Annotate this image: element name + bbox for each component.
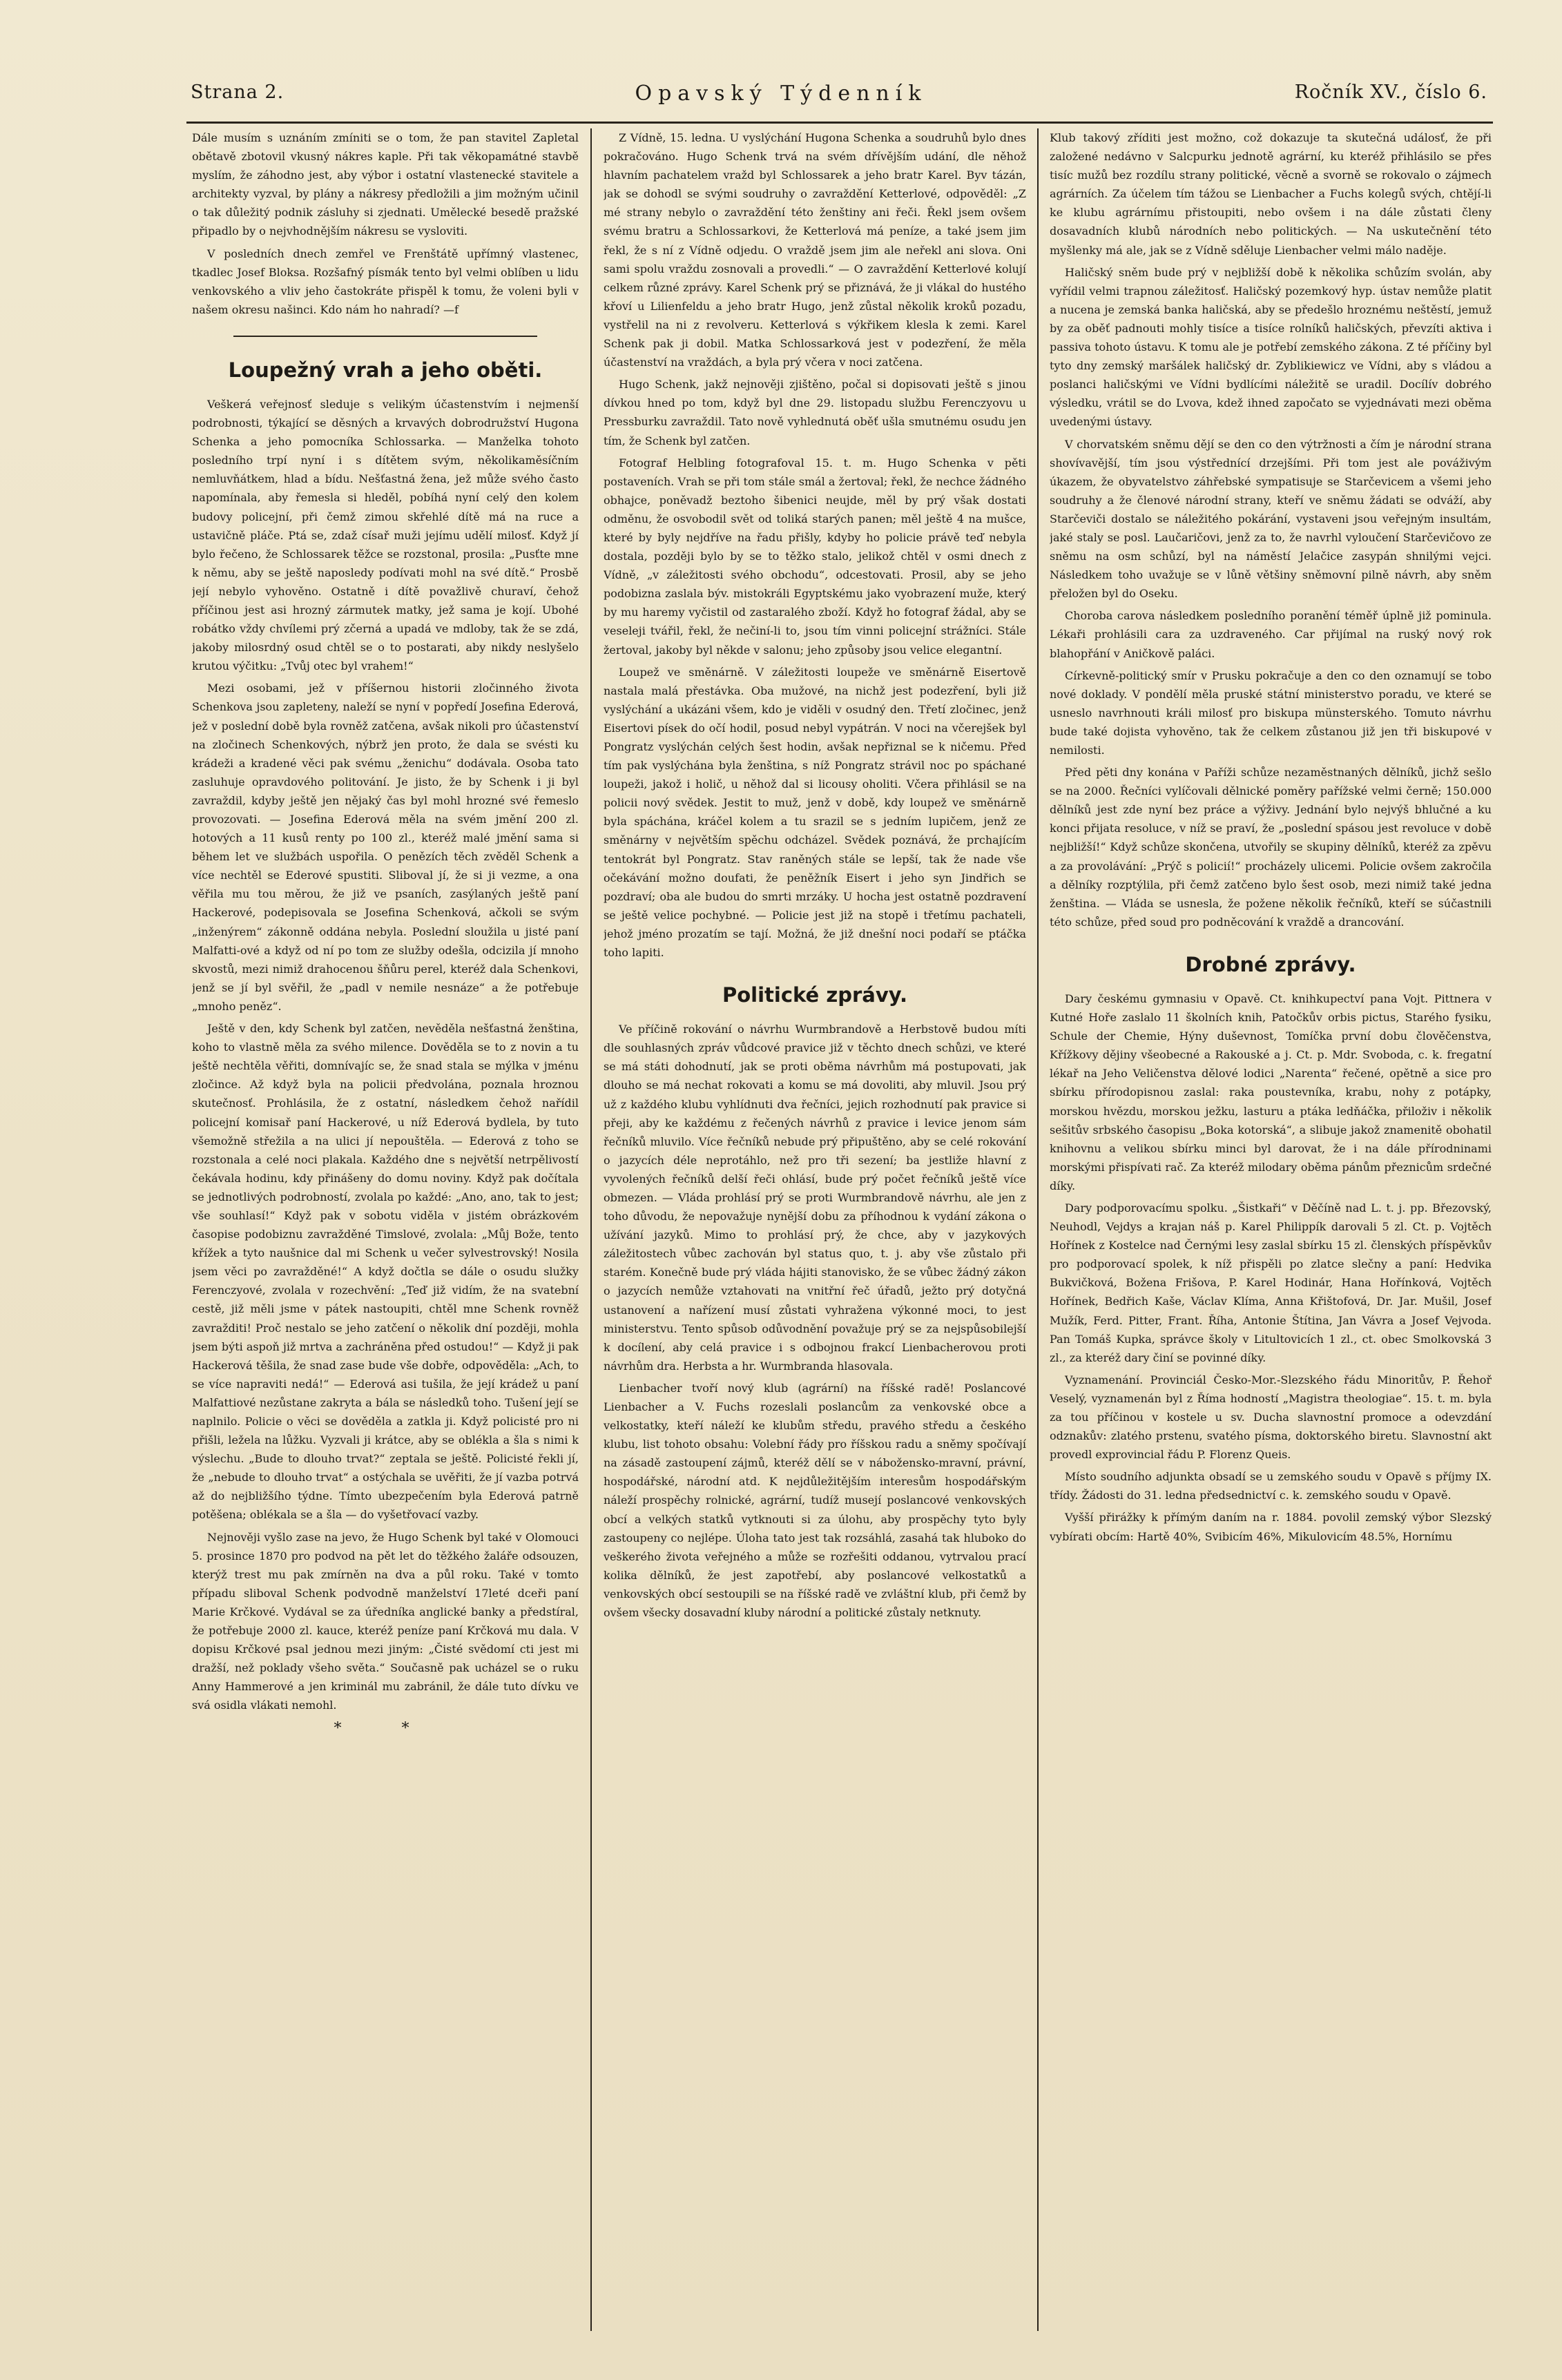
article-paragraph: Choroba carova následkem posledního poranění téměř úplně již pominula. Lékaři prohlásili cara za uzdraveného. Car přijímal na ruský nový rok blahopřání v Aničkově paláci. [1050, 609, 1492, 660]
column-divider [1037, 128, 1039, 2331]
section-heading: Drobné zprávy. [1185, 952, 1356, 976]
article-paragraph: Dále musím s uznáním zmíniti se o tom, že pan stavitel Zapletal obětavě zbotovil vkusný nákres kaple. Při tak věkopamátné stavbě myslím, že záhodno jest, aby výbor i ostatní vlastenecké stavitele a architekty vyzval, by plány a nákresy předložili a jim možným učinil o tak důležitý podnik zásluhy si zjednati. Umělecké besedě pražské připadlo by o nejvhodnějším nákresu se vysloviti. [192, 131, 579, 238]
issue-number: Ročník XV., číslo 6. [1294, 81, 1487, 103]
article-paragraph: Vyznamenání. Provinciál Česko-Mor.-Slezského řádu Minoritův, P. Řehoř Veselý, vyznamenán byl z Říma hodností „Magistra theologiae“. 15. t. m. byla za tou příčinou v kostele u sv. Ducha slavnostní promoce a odevzdání odznakův: zlatého prstenu, svatého písma, doktorského biretu. Slavnostní akt provedl exprovincial řádu P. Florenz Queis. [1050, 1373, 1492, 1462]
article-paragraph: V chorvatském sněmu dějí se den co den výtržnosti a čím je národní strana shovívavější, tím jsou výstřednící drzejšími. Při tom jest ale pováživým úkazem, že obyvatelstvo záhřebské sympatisuje se Starčevicem a všemi jeho soudruhy a že členové národní strany, kteří ve sněmu žádati se odváží, aby Starčeviči dostalo se náležitého pokárání, vystaveni jsou veřejným insultám, jaké staly se posl. Laučaričovi, jenž za to, že navrhl vyloučení Starčevičovo ze sněmu na osm schůzí, byl na náměstí Jelačice zasypán shnilými vejci. Následkem toho uvažuje se v lůně většiny sněmovní pilně návrh, aby sněm přeložen byl do Oseku. [1050, 437, 1492, 601]
column-middle [604, 128, 1026, 2348]
article-paragraph: Loupež ve směnárně. V záležitosti loupeže ve směnárně Eisertově nastala malá přestávka. Oba mužové, na nichž jest podezření, byli již vyslýchání a ukázáni všem, kdo je viděli v osudný den. Třetí zločinec, jenž Eisertovi písek do očí hodil, posud nebyl vypátrán. V noci na včerejšek byl Pongratz vyslýchán celých šest hodin, avšak nepřiznal se k ničemu. Před tím pak vyslýchána byla ženština, s níž Pongratz strávil noc po spáchané loupeži, jakož i holič, u něhož dal si licousy oholiti. Včera přihlásil se na policii nový svědek. Jestit to muž, jenž v době, kdy loupež ve směnárně byla spáchána, kráčel kolem a tu srazil se s jedním lupičem, jenž ze směnárny v největším spěchu odcházel. Svědek poznává, že prchajícím tentokrát byl Pongratz. Stav raněných stále se lepší, tak že nade vše očekávání možno doufati, že peněžník Eisert i jeho syn Jindřich se pozdraví; oba ale budou do smrti mrzáky. U hocha jest ostatně pozdravení se ještě velice pochybné. — Policie jest již na stopě i třetímu pachateli, jehož jméno prozatím se tají. Možná, že již dnešní noci podaří se ptáčka toho lapiti. [604, 665, 1026, 960]
ornament-asterisks: * * [334, 1719, 437, 1737]
article-paragraph: Lienbacher tvoří nový klub (agrární) na říšské radě! Poslancové Lienbacher a V. Fuchs rozeslali poslancům za venkovské obce a velkostatky, kteří náleží ke klubům středu, pravého středu a českého klubu, list tohoto obsahu: Volební řády pro říšskou radu a sněmy spočívají na zásadě zastoupení zájmů, kteréž dělí se v nábožensko-mravní, právní, hospodářské, národní atd. K nejdůležitějším interesům hospodářským náleží prospěchy rolnické, agrární, tudíž musejí poslancové venkovských obcí a velkých statků vytknouti si za úlohu, aby prospěchy tyto byly zastoupeny co nejlépe. Úloha tato jest tak rozsáhlá, zasahá tak hluboko do veškerého života veřejného a může se rozřešiti oddanou, vytrvalou prací kolika dělníků, že jest zapotřebí, aby poslancové velkostatků a venkovských obcí sestoupili se na říšské radě ve zvláštní klub, při čemž by ovšem všecky dosavadní kluby národní a politické zůstaly netknuty. [604, 1381, 1026, 1620]
column-left [192, 128, 579, 2348]
column-right [1050, 128, 1492, 2348]
article-paragraph: Církevně-politický smír v Prusku pokračuje a den co den oznamují se tobo nové doklady. V pondělí měla pruské státní ministerstvo poradu, ve které se usneslo navrhnouti králi milosť pro biskupa münsterského. Tomuto návrhu bude také dojista vyhověno, tak že celkem zůstanou již jen tři biskupové v nemilosti. [1050, 668, 1492, 757]
article-paragraph: Haličský sněm bude prý v nejbližší době k několika schůzím svolán, aby vyřídil velmi trapnou záležitosť. Haličský pozemkový hyp. ústav nemůže platit a nucena je zemská banka haličská, aby se předešlo hroznému neštěstí, jemuž by za oběť padnouti mohly tisíce a tisíce rolníků haličských, převzíti aktiva i passiva tohoto ústavu. K tomu ale je potřebí zemského zákona. Z té příčiny byl tyto dny zemský maršálek haličský dr. Zyblikiewicz ve Vídni, aby s vládou a poslanci haličskými ve Vídni bydlícími náležitě se uradil. Docílív dobrého výsledku, vrátil se do Lvova, kdež ihned započato se vyjednávati mezi oběma uvedenými ústavy. [1050, 265, 1492, 429]
page-number: Strana 2. [191, 81, 285, 103]
article-paragraph: Nejnověji vyšlo zase na jevo, že Hugo Schenk byl také v Olomouci 5. prosince 1870 pro podvod na pět let do těžkého žaláře odsouzen, kterýž trest mu pak zmírněn na dva a půl roku. Také v tomto případu sliboval Schenk podvodně manželství 17leté dceři paní Marie Krčkové. Vydával se za úředníka anglické banky a předstíral, že potřebuje 2000 zl. kauce, kteréž peníze paní Krčková mu dala. V dopisu Krčkové psal jednou mezi jiným: „Čisté svědomí cti jest mi dražší, než poklady všeho světa.“ Současně pak ucházel se o ruku Anny Hammerové a jen kriminál mu zabránil, že dále tuto dívku ve svá osidla vlákati nemohl. [192, 1530, 579, 1712]
article-paragraph: Ještě v den, kdy Schenk byl zatčen, nevěděla nešťastná ženština, koho to vlastně měla za svého milence. Dověděla se to z novin a tu ještě nechtěla věřiti, domnívajíc se, že snad stala se mýlka v jménu zločince. Až když byla na policii předvolána, poznala hroznou skutečnosť. Prohlásila, že z ostatní, následkem čehož nařídil policejní komisař paní Hackerové, u níž Ederová bydlela, by tuto všemožně střežila a na ulici jí nepouštěla. — Ederová z toho se rozstonala a celé noci plakala. Každého dne s největší netrpělivostí čekávala hodinu, kdy přinášeny do domu noviny. Když pak dočítala se jednotlivých podrobností, zvolala po každé: „Ano, ano, tak to jest; vše souhlasí!“ Když pak v sobotu viděla v jistém obrázkovém časopise podobiznu zavražděné Timslové, zvolala: „Můj Bože, tento křížek a tyto naušnice dal mi Schenk u večer sylvestrovský! Nosila jsem věci po zavražděné!“ A když dočtla se dále o osudu služky Ferenczyové, zvolala v rozechvění: „Teď již vidím, že na svatební cestě, již měli jsme v pátek nastoupiti, chtěl mne Schenk rovněž zavražditi! Proč nestalo se jeho zatčení o několik dní později, mohla jsem býti aspoň již mrtva a zachráněna před ostudou!“ — Když ji pak Hackerová těšila, že snad zase bude vše dobře, odpověděla: „Ach, to se více napraviti nedá!“ — Ederová asi tušila, že její krádež u paní Malfattiové nezůstane zakryta a bála se následků toho. Tušení její se naplnilo. Policie o věci se dověděla a zatkla ji. Když policisté pro ni přišli, ležela na lůžku. Vyzvali ji krátce, aby se oblékla a šla s nimi k výslechu. „Bude to dlouho trvat?“ zeptala se ještě. Policisté řekli jí, že „nebude to dlouho trvat“ a ostýchala se uvěřiti, že jí vazba potrvá až do nejbližšího týdne. Tímto ubezpečením byla Ederová patrně potěšena; oblékala se a šla — do vyšetřovací vazby. [192, 1022, 579, 1522]
masthead-title: Opavský Týdenník [635, 81, 927, 106]
header-rule [186, 122, 1493, 124]
article-paragraph: Fotograf Helbling fotografoval 15. t. m. Hugo Schenka v pěti postaveních. Vrah se při tom stále smál a žertoval; řekl, že nechce žádného obhajce, poněvadž beztoho šibenici neujde, měl by prý však dostati odměnu, že osvobodil svět od toliká starých panen; měl ještě 4 na mušce, které by byly nejdříve na řadu přišly, kdyby ho policie právě teď nebyla dostala, později bylo by se to těžko stalo, jelikož chtěl v osmi dnech z Vídně, „v záležitosti svého obchodu“, odcestovati. Prosil, aby se jeho podobizna zaslala býv. mistokráli Egyptskému jako vyobrazení muže, který by mu haremy vyčistil od zastaralého zboží. Když ho fotograf žádal, aby se veseleji tvářil, řekl, že nečiní-li to, jsou tím vinni policejní strážníci. Stále žertoval, jakoby byl někde v salonu; jeho způsoby jsou velice elegantní. [604, 456, 1026, 657]
article-paragraph: Mezi osobami, jež v příšernou historii zločinného života Schenkova jsou zapleteny, naleží se nyní v popředí Josefina Ederová, jež v poslední době byla rovněž zatčena, avšak nikoli pro účastenství na zločinech Schenkových, nýbrž jen proto, že dala se svésti ku krádeži a kradené věci pak svému „ženichu“ dodávala. Osoba tato zasluhuje opravdového politování. Je jisto, že by Schenk i ji byl zavraždil, kdyby ještě jen nějaký čas byl mohl hrozné své řemeslo provozovati. — Josefina Ederová měla na svém jmění 200 zl. hotových a 11 kusů renty po 100 zl., kteréž malé jmění sama si během let ve službách uspořila. O penězích těch zvěděl Schenk a více nechtěl se Ederové spustiti. Sliboval jí, že si ji vezme, a ona věřila mu tou měrou, že již ve psaních, zasýlaných ještě paní Hackerové, podepisovala se Josefina Schenková, ačkoli se svým „inženýrem“ zákonně oddána nebyla. Poslední sloužila u jisté paní Malfatti-ové a když od ní po tom ze služby odešla, odcizila jí mnoho skvostů, mezi nimiž drahocenou šňůru perel, kteréž dala Schenkovi, jenž se jí byl svěřil, že „padl v nemile nesnáze“ a že potřebuje „mnoho peněz“. [192, 681, 579, 1013]
article-heading: Loupežný vrah a jeho oběti. [228, 358, 543, 382]
article-paragraph: Vyšší přirážky k přímým daním na r. 1884. povolil zemský výbor Slezský vybírati obcím: Hartě 40%, Svibicím 46%, Mikulovicím 48.5%, Hornímu [1050, 1511, 1492, 1543]
article-paragraph: Klub takový zříditi jest možno, což dokazuje ta skutečná událosť, že při založené nedávno v Salcpurku jednotě agrární, ku kteréž přihlásilo se přes tisíc mužů bez rozdílu strany politické, věcně a svorně se rokovalo o zájmech agrárních. Za účelem tím tážou se Lienbacher a Fuchs kolegů svých, chtějí-li ke klubu agrárnímu přistoupiti, nebo ovšem i na dále zůstati členy dosavadních klubů národních nebo politických. — Na uskutečnění této myšlenky má ale, jak se z Vídně sděluje Lienbacher velmi málo naděje. [1050, 131, 1492, 257]
article-paragraph: Před pěti dny konána v Paříži schůze nezaměstnaných dělníků, jichž sešlo se na 2000. Řečníci vylíčovali dělnické poměry pařížské velmi černě; 150.000 dělníků jest zde nyní bez práce a výživy. Jednání bylo nejvýš bhlučné a ku konci přijata resoluce, v níž se praví, že „poslední spásou jest revoluce v době nejbližší!“ Když schůze skončena, utvořily se skupiny dělníků, kteréž za zpěvu a za provolávání: „Prýč s policií!“ procházely ulicemi. Policie ovšem zakročila a dělníky rozptýlila, při čemž zatčeno bylo šest osob, mezi nimiž také jedna ženština. — Vláda se usnesla, že požene několik řečníků, kteří se súčastnili této schůze, před soud pro podněcování k vraždě a drancování. [1050, 766, 1492, 929]
column-divider [590, 128, 592, 2331]
article-paragraph: Ve příčině rokování o návrhu Wurmbrandově a Herbstově budou míti dle souhlasných zpráv vůdcové pravice již v těchto dnech schůzi, ve které se má státi dohodnutí, jak se proti oběma návrhům má postupovati, jak dlouho se má nechat rokovati a komu se má dovoliti, aby mluvil. Jsou prý už z každého klubu vyhlídnuti dva řečníci, jejich rozhodnutí pak pravice si přeji, aby ke každému z řečených návrhů z pravice i levice jenom sám řečníků mluvilo. Více řečníků nebude prý připuštěno, aby se celé rokování o jazycích déle neprotáhlo, než pro tři sezení; ba jestliže hlavní z vyvolených řečníků delší řeči ohlásí, bude prý počet řečníků ještě více obmezen. — Vláda prohlásí prý se proti Wurmbrandově návrhu, ale jen z toho důvodu, že nepovažuje nynější dobu za příhodnou k vydání zákona o užívání jazyků. Mimo to prohlásí prý, že chce, aby v jazykových záležitostech vůbec zachován byl status quo, t. j. aby vše zůstalo při starém. Konečně bude prý vláda hájiti stanovisko, že se vůbec žádný zákon o jazycích nemůže vztahovati na vnitřní řeč úřadů, ježto prý dotyčná ustanovení a nařízení musí zůstati vyhražena výkonné moci, to jest ministerstvu. Tento spůsob odůvodnění považuje prý se za nejspůsobilejší k docílení, aby celá pravice i s odbojnou frakcí Lienbacherovou proti návrhům dra. Herbsta a hr. Wurmbranda hlasovala. [604, 1023, 1026, 1373]
article-separator [233, 336, 537, 337]
article-paragraph: Veškerá veřejnosť sleduje s velikým účastenstvím i nejmenší podrobnosti, týkající se děsných a krvavých dobrodružství Hugona Schenka a jeho pomocníka Schlossarka. — Manželka tohoto posledního trpí nyní i s dítětem svým, několikaměsíčním nemluvňátkem, hlad a bídu. Nešťastná žena, jež může svého často napomínala, aby řemesla si hleděl, pobíhá nyní celý den kolem budovy policejní, při čemž zimou skřehlé dítě má na ruce a ustavičně pláče. Ptá se, zdaž císař muži jejímu udělí milosť. Když jí bylo řečeno, že Schlossarek těžce se rozstonal, prosila: „Pusťte mne k němu, aby se ještě naposledy podívati mohl na své dítě.“ Prosbě její nebylo vyhověno. Ostatně i dítě považlivě churaví, čehož příčinou jest asi hrozný zármutek matky, jež sama je kojí. Ubohé robátko vždy chvílemi prý zčerná a upadá ve mdloby, tak že se zdá, jakoby milosrdný osud chtěl se o to postarati, aby nikdy neslyšelo krutou výčitku: „Tvůj otec byl vrahem!“ [192, 397, 579, 673]
article-paragraph: Místo soudního adjunkta obsadí se u zemského soudu v Opavě s příjmy IX. třídy. Žádosti do 31. ledna předsednictví c. k. zemského soudu v Opavě. [1050, 1470, 1492, 1502]
section-heading: Politické zprávy. [722, 983, 907, 1007]
article-paragraph: Dary podporovacímu spolku. „Šistkaři“ v Děčíně nad L. t. j. pp. Březovský, Neuhodl, Vejdys a krajan náš p. Karel Philippík darovali 5 zl. Ct. p. Vojtěch Hořínek z Kostelce nad Černými lesy zaslal sbírku 15 zl. členských příspěvkův pro podporovací spolek, k níž přispěli po zlatce slečny a paní: Hedvika Bukvičková, Božena Frišova, P. Karel Hodinár, Hana Hořínková, Vojtěch Hořínek, Bedřich Kaše, Václav Klíma, Anna Křištofová, Dr. Jar. Mušil, Josef Mužík, Ferd. Pitter, Frant. Říha, Antonie Štítina, Jan Vávra a Josef Vejvoda. Pan Tomáš Kupka, správce školy v Litultovicích 1 zl., ct. obec Smolkovská 3 zl., za kteréž dary činí se povinné díky. [1050, 1201, 1492, 1364]
article-paragraph: Z Vídně, 15. ledna. U vyslýchání Hugona Schenka a soudruhů bylo dnes pokračováno. Hugo Schenk trvá na svém dřívějším udání, dle něhož hlavním pachatelem vražd byl Schlossarek a jeho bratr Karel. Byv tázán, jak se dohodl se svými soudruhy o zavraždění Ketterlové, odpověděl: „Z mé strany nebylo o zavraždění této ženštiny ani řeči. Řekl jsem ovšem svému bratru a Schlossarkovi, že Ketterlová má peníze, a také jsem jim řekl, že s ní z Vídně odjedu. O vraždě jsem jim ale neřekl ani slova. Oni sami spolu vraždu zosnovali a provedli.“ — O zavraždění Ketterlové kolují celkem různé zprávy. Karel Schenk prý se přiznává, že ji vlákal do hustého křoví u Lilienfeldu a jeho bratr Hugo, jenž zůstal několik kroků pozadu, vystřelil na ni z revolveru. Ketterlová s výkřikem klesla k zemi. Karel Schenk pak ji dobil. Matka Schlossarková jest v podezření, že měla účastenství na vraždách, a byla prý včera v noci zatčena. [604, 131, 1026, 369]
article-paragraph: Hugo Schenk, jakž nejnověji zjištěno, počal si dopisovati ještě s jinou dívkou hned po tom, když byl dne 29. listopadu službu Ferenczyovu u Pressburku zavraždil. Tato nově vyhlednutá oběť ušla smutnému osudu jen tím, že Schenk byl zatčen. [604, 378, 1026, 447]
obituary-paragraph: V posledních dnech zemřel ve Frenštátě upřímný vlastenec, tkadlec Josef Bloksa. Rozšafný písmák tento byl velmi oblíben u lidu venkovského a vliv jeho častokráte přispěl k tomu, že voleni byli v našem okresu našinci. Kdo nám ho nahradí? —f [192, 246, 579, 316]
article-paragraph: Dary českému gymnasiu v Opavě. Ct. knihkupectví pana Vojt. Pittnera v Kutné Hoře zaslalo 11 školních knih, Patočkův orbis pictus, Starého fysiku, Schule der Chemie, Hýny duševnost, Tomíčka první dobu člověčenstva, Křížkovy dějiny všeobecné a Rakouské a j. Ct. p. Mdr. Svoboda, c. k. fregatní lékař na Jeho Veličenstva dělové lodici „Narenta“ řečené, opětně a sice pro sbírku přírodopisnou zaslal: raka poustevníka, krabu, nohy z potápky, morskou hvězdu, morskou ježku, lasturu a ptáka ledňáčka, přiloživ i několik sešitův srbského časopisu „Boka kotorská“, a slibuje jakož znamenitě obohatil knihovnu a velikou sbírku minci byl darovat, že i na dále přírodninami morskými přispívati rač. Za kteréž milodary oběma pánům přeznicům srdečné díky. [1050, 991, 1492, 1192]
